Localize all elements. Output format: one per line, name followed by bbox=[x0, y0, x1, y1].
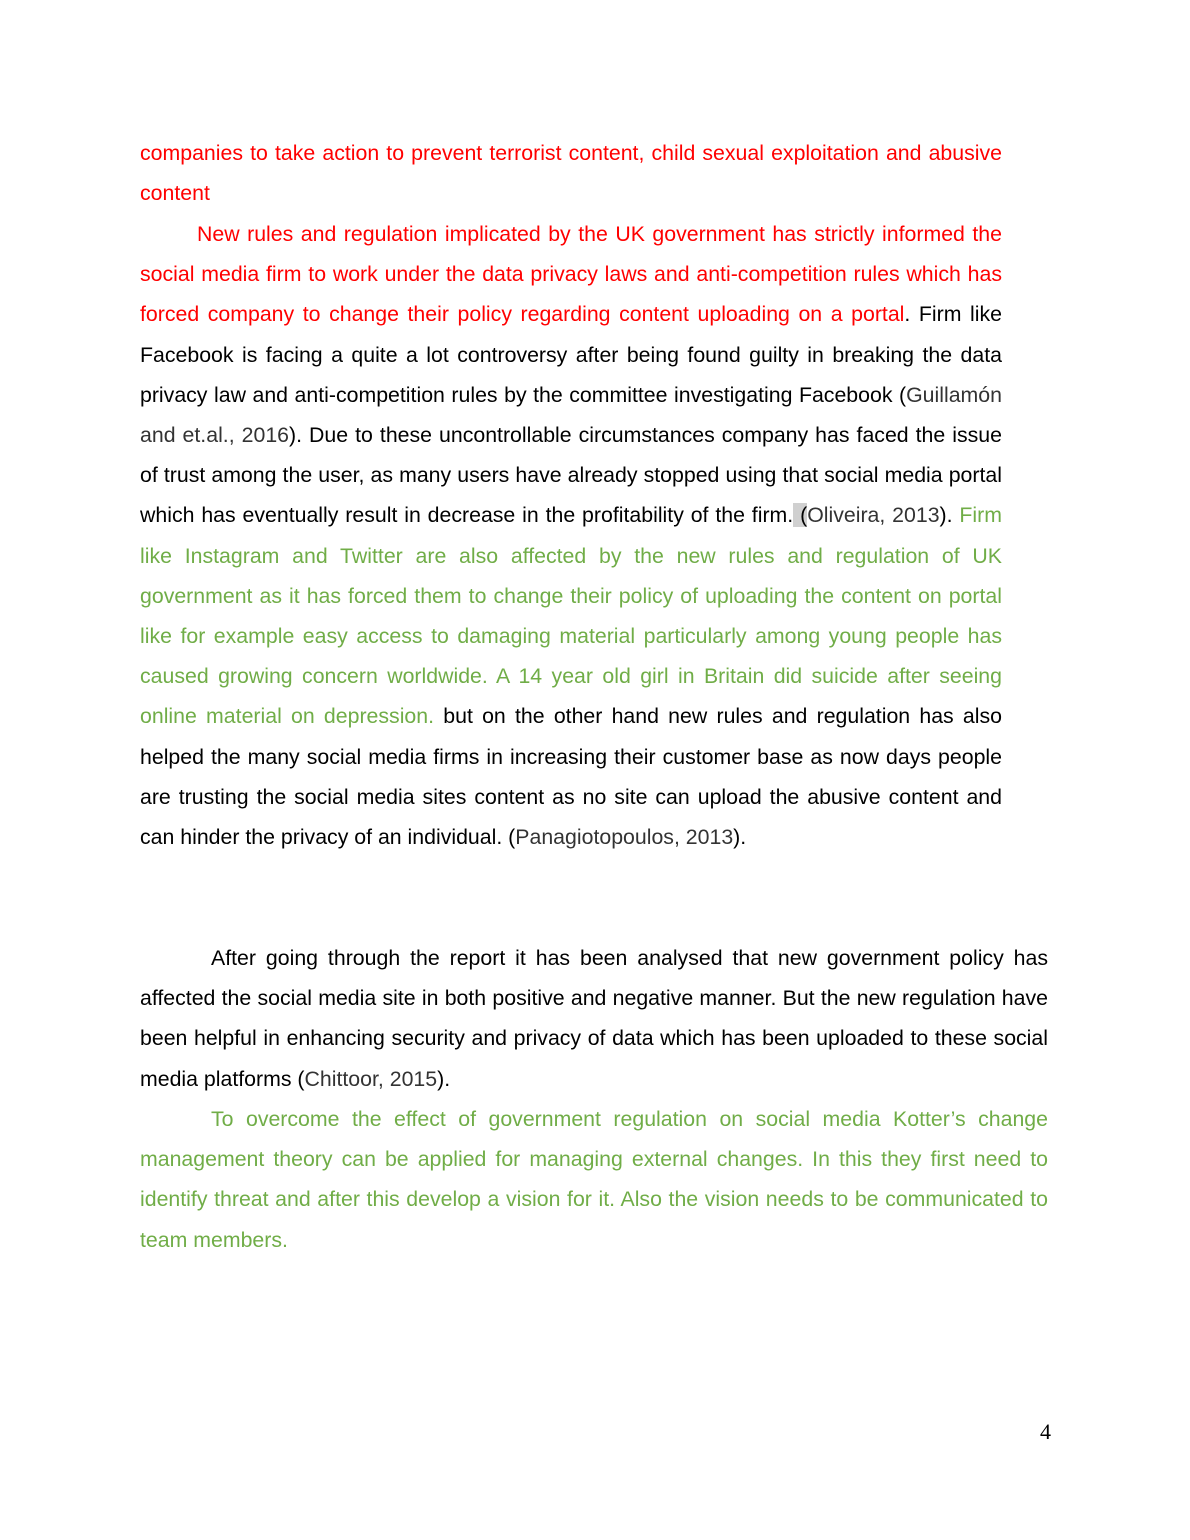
paragraph-2-red-text: New rules and regulation implicated by the UK government has strictly informed the social media firm to work under the data privacy laws and anti-competition rules which has forced company to change their policy regarding content uploading on a portal bbox=[140, 222, 1002, 327]
paragraph-2 bbox=[140, 214, 1002, 857]
paragraph-4-green-text: To overcome the effect of government regulation on social media Kotter’s change management theory can be applied for managing external changes. In this they first need to identify threat and after this develop a vision for it. Also the vision needs to be communicated to team members. bbox=[140, 1107, 1048, 1252]
paragraph-2-green-text: Firm like Instagram and Twitter are also affected by the new rules and regulation of UK government as it has forced them to change their policy of uploading the content on portal like for example easy access to damaging material particularly among young people has caused growing concern worldwide. A 14 year old girl in Britain did suicide after seeing online material on depression. bbox=[140, 503, 1003, 729]
paragraph-3-text-2: ). bbox=[437, 1066, 451, 1091]
paragraph-2-text-1: . Firm like Facebook is facing a quite a lot controversy after being found guilty in breaking the data privacy law and anti-competition rules by the committee investigating Facebook ( bbox=[140, 302, 1002, 407]
paragraph-2-text-4: ). bbox=[939, 503, 953, 528]
citation-guillamon: Guillamón and et.al., 2016 bbox=[140, 382, 1002, 448]
page-number: 4 bbox=[1040, 1419, 1051, 1444]
paragraph-1-red-text: companies to take action to prevent terrorist content, child sexual exploitation and abusive content bbox=[140, 141, 1002, 206]
paragraph-2-text-2: ). Due to these uncontrollable circumstances company has faced the issue of trust among the user, as many users have already stopped using that social media portal which has eventually result in decrease in the profitability of the firm. bbox=[140, 423, 1002, 528]
paragraph-4 bbox=[140, 1099, 1048, 1260]
paragraph-3 bbox=[140, 938, 1048, 1099]
paragraph-3-text-1: After going through the report it has been analysed that new government policy has affected the social media site in both positive and negative manner. But the new regulation have been helpful in enhancing security and privacy of data which has been uploaded to these social media platforms ( bbox=[140, 946, 1048, 1091]
paragraph-2-highlight: ( bbox=[793, 503, 808, 528]
citation-panagiotopoulos: Panagiotopoulos, 2013 bbox=[515, 825, 734, 850]
paragraph-2-text-6: ). bbox=[733, 825, 747, 850]
paragraph-1 bbox=[140, 133, 1002, 213]
citation-chittoor: Chittoor, 2015 bbox=[304, 1066, 438, 1091]
citation-oliveira: Oliveira, 2013 bbox=[807, 503, 940, 528]
paragraph-2-text-5: but on the other hand new rules and regulation has also helped the many social media firms in increasing their customer base as now days people are trusting the social media sites content as no site can upload the abusive content and can hinder the privacy of an individual. ( bbox=[140, 704, 1002, 850]
